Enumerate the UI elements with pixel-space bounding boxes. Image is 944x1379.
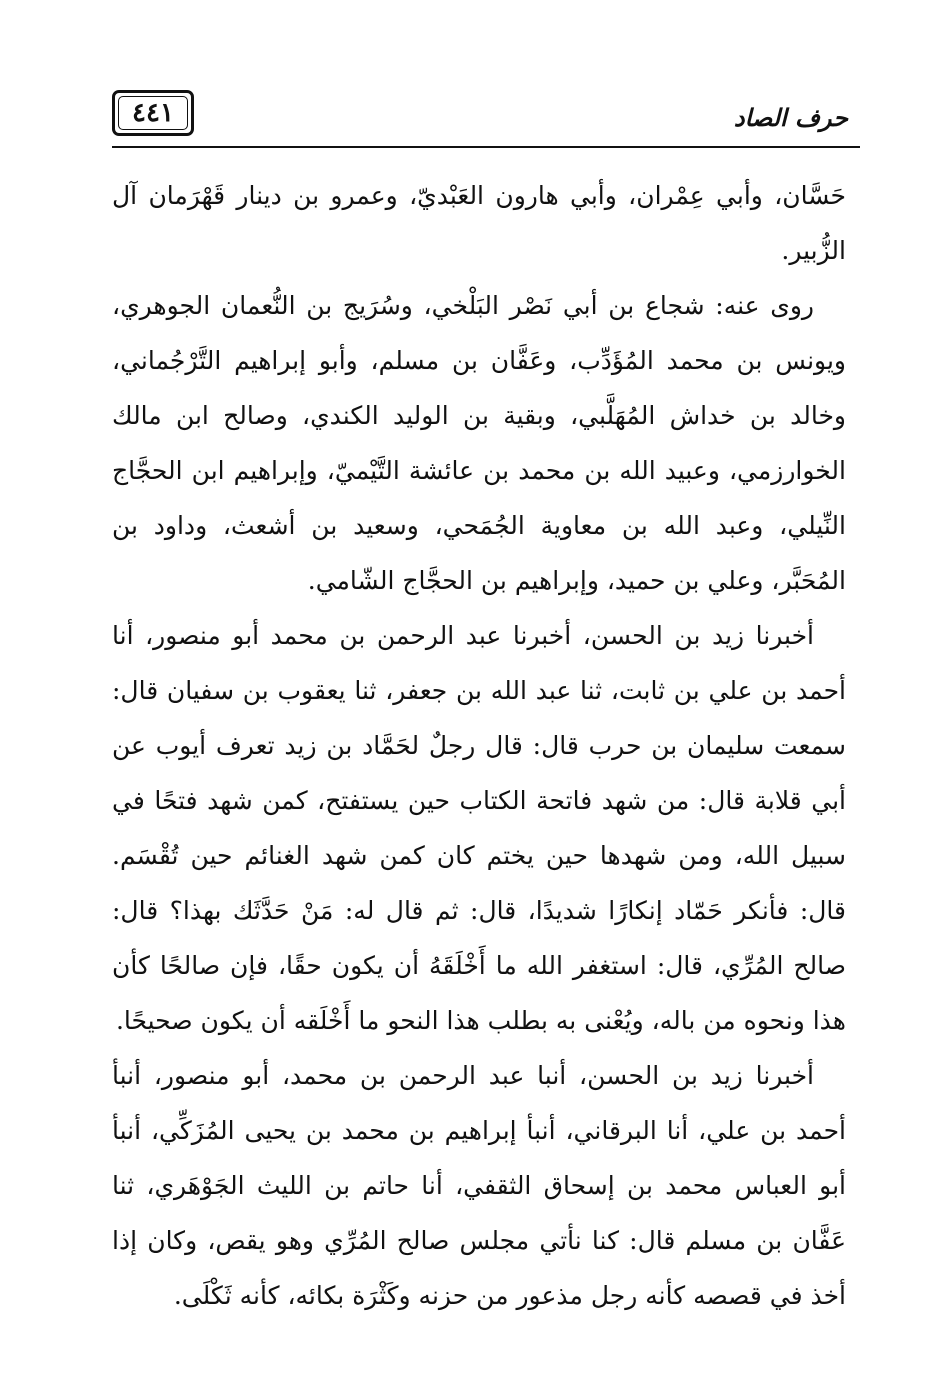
paragraph-1: حَسَّان، وأبي عِمْران، وأبي هارون العَبْديّ، وعمرو بن دينار قَهْرَمان آل الزُّبير. bbox=[112, 181, 846, 265]
paragraph-3: أخبرنا زيد بن الحسن، أخبرنا عبد الرحمن بن محمد أبو منصور، أنا أحمد بن علي بن ثابت، ثنا عبد الله بن جعفر، ثنا يعقوب بن سفيان قال: سمعت سليمان بن حرب قال: قال رجلٌ لحَمَّاد بن زيد تعرف أيوب عن أبي قلابة قال: من شهد فاتحة الكتاب حين يستفتح، كمن شهد فتحًا في سبيل الله، ومن شهدها حين يختم كان كمن شهد الغنائم حين تُقْسَم. قال: فأنكر حَمّاد إنكارًا شديدًا، قال: ثم قال له: مَنْ حَدَّثَك بهذا؟ قال: صالح المُرِّي، قال: استغفر الله ما أَخْلَقَهُ أن يكون حقًا، فإن صالحًا كأن هذا ونحوه من باله، ويُعْنى به بطلب هذا النحو ما أَخْلَقه أن يكون صحيحًا. bbox=[112, 621, 846, 1035]
page-number: ٤٤١ bbox=[132, 98, 174, 128]
page-number-box bbox=[112, 90, 194, 136]
header-rule bbox=[112, 146, 860, 148]
body-text bbox=[112, 168, 846, 1323]
paragraph-2: روى عنه: شجاع بن أبي نَصْر البَلْخي، وسُرَيج بن النُّعمان الجوهري، ويونس بن محمد المُؤَدِّب، وعَفَّان بن مسلم، وأبو إبراهيم التَّرْجُماني، وخالد بن خداش المُهَلَّبي، وبقية بن الوليد الكندي، وصالح ابن مالك الخوارزمي، وعبيد الله بن محمد بن عائشة التَّيْميّ، وإبراهيم ابن الحجَّاج النِّيلي، وعبد الله بن معاوية الجُمَحي، وسعيد بن أشعث، وداود بن المُحَبَّر، وعلي بن حميد، وإبراهيم بن الحجَّاج الشّامي. bbox=[112, 291, 846, 595]
running-title: حرف الصاد bbox=[733, 103, 848, 132]
paragraph-4: أخبرنا زيد بن الحسن، أنبا عبد الرحمن بن محمد، أبو منصور، أنبأ أحمد بن علي، أنا البرقاني، أنبأ إبراهيم بن محمد بن يحيى المُزَكِّي، أنبأ أبو العباس محمد بن إسحاق الثقفي، أنا حاتم بن الليث الجَوْهَري، ثنا عَفَّان بن مسلم قال: كنا نأتي مجلس صالح المُرِّي وهو يقص، وكان إذا أخذ في قصصه كأنه رجل مذعور من حزنه وكَثْرَة بكائه، كأنه ثَكْلَى. bbox=[112, 1061, 846, 1310]
